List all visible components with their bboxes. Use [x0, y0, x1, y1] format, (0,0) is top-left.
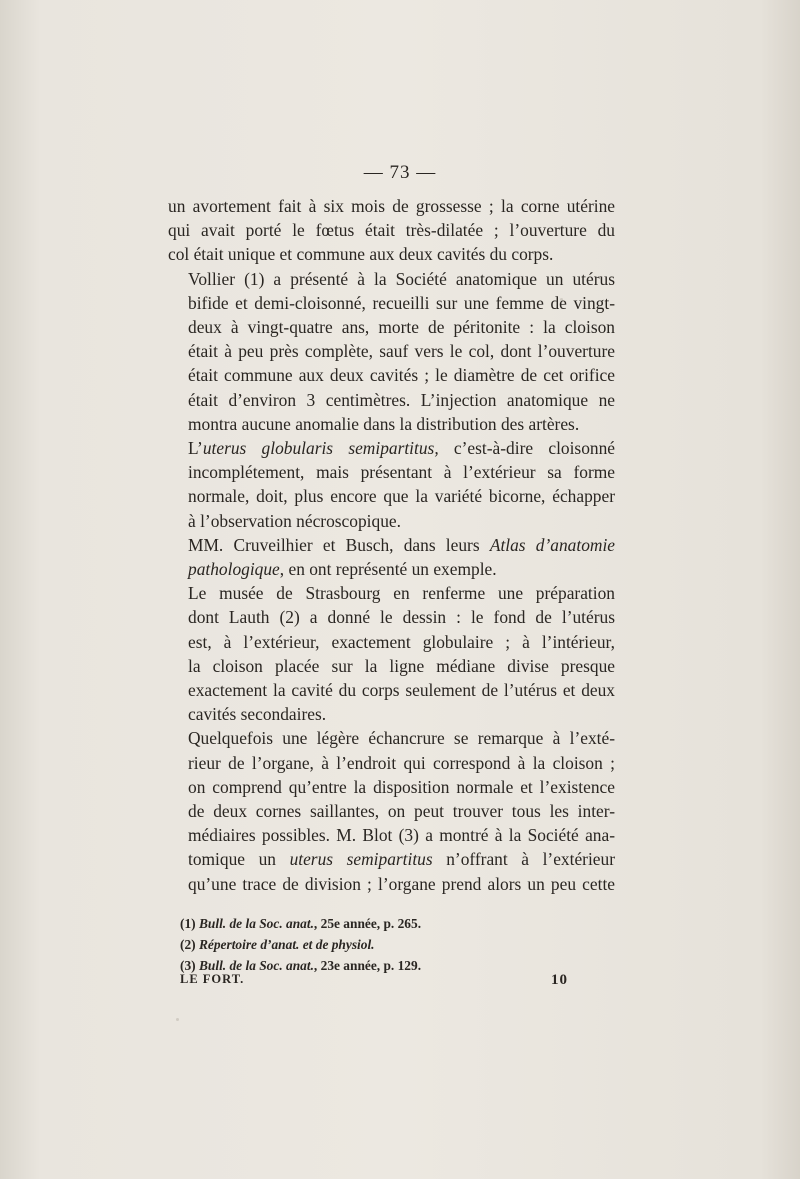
- text-line: qui avait porté le fœtus était très-dilatée ; l’ouverture du: [168, 220, 615, 241]
- footnote-mark: (3): [180, 958, 199, 973]
- footnote-source: Bull. de la Soc. anat.: [198, 916, 314, 931]
- text-line: dont Lauth (2) a donné le dessin : le fond de l’utérus: [188, 607, 615, 628]
- text-line: incomplétement, mais présentant à l’extérieur sa forme: [188, 462, 615, 483]
- text-fragment: c’est-à-dire cloisonné: [438, 438, 615, 459]
- text-line: normale, doit, plus encore que la variété bicorne, échapper: [188, 486, 615, 507]
- text-line: bifide et demi-cloisonné, recueilli sur une femme de vingt-: [188, 292, 615, 313]
- text-line: un avortement fait à six mois de grossesse ; la corne utérine: [168, 196, 615, 216]
- text-line: qu’une trace de division ; l’organe prend alors un peu cette: [188, 873, 615, 894]
- text-line: la cloison placée sur la ligne médiane divise presque: [188, 655, 615, 676]
- italic-term: uterus globularis semipartitus,: [202, 438, 439, 459]
- printer-signature: [180, 972, 568, 989]
- footnote-source: Bull. de la Soc. anat.: [198, 958, 314, 973]
- italic-term: uterus semipartitus: [289, 849, 433, 870]
- sheet-number: 10: [551, 972, 568, 988]
- text-line: médiaires possibles. M. Blot (3) a montré à la Société ana-: [188, 825, 615, 846]
- paragraph-2: [168, 267, 615, 436]
- text-line: rieur de l’organe, à l’endroit qui correspond à la cloison ;: [188, 752, 615, 773]
- text-line: Quelquefois une légère échancrure se remarque à l’exté-: [188, 728, 615, 749]
- page-number: — 73 —: [363, 162, 437, 183]
- text-fragment: MM. Cruveilhier et Busch, dans leurs: [188, 534, 490, 555]
- paragraph-3: [168, 436, 615, 533]
- text-line: [168, 557, 615, 581]
- footnote-source: Répertoire d’anat. et de physiol.: [198, 937, 375, 952]
- text-line: Le musée de Strasbourg en renferme une préparation: [188, 583, 615, 604]
- text-fragment: , en ont représenté un exemple.: [279, 559, 497, 580]
- body-text: [168, 194, 615, 896]
- text-line: [168, 533, 615, 557]
- footnote-mark: (1): [180, 916, 199, 931]
- text-line: [168, 847, 615, 871]
- text-line: était à peu près complète, sauf vers le col, dont l’ouverture: [188, 341, 615, 362]
- signature-author: LE FORT.: [180, 972, 245, 986]
- paragraph-1: [168, 194, 615, 267]
- text-line: montra aucune anomalie dans la distribution des artères.: [188, 413, 580, 434]
- footnote-detail: , 25e année, p. 265.: [313, 916, 422, 931]
- italic-title: Atlas d’anatomie: [489, 534, 616, 555]
- text-line: col était unique et commune aux deux cavités du corps.: [168, 244, 554, 265]
- paragraph-5: [168, 581, 615, 726]
- footnote-detail: , 23e année, p. 129.: [313, 958, 422, 973]
- footnote-mark: (2): [180, 937, 199, 952]
- text-line: on comprend qu’entre la disposition normale et l’existence: [188, 776, 615, 797]
- text-line: Vollier (1) a présenté à la Société anatomique un utérus: [188, 268, 615, 289]
- paragraph-6: [168, 726, 615, 895]
- footnote-2: [180, 934, 620, 955]
- paragraph-4: [168, 533, 615, 581]
- text-line: était commune aux deux cavités ; le diamètre de cet orifice: [188, 365, 615, 386]
- footnotes: [180, 913, 620, 976]
- text-line: était d’environ 3 centimètres. L’injection anatomique ne: [188, 389, 615, 410]
- text-fragment: n’offrant à l’extérieur: [432, 849, 615, 870]
- text-line: exactement la cavité du corps seulement de l’utérus et deux: [188, 680, 615, 701]
- text-line: cavités secondaires.: [188, 704, 327, 725]
- text-line: [168, 436, 615, 460]
- text-line: deux à vingt-quatre ans, morte de péritonite : la cloison: [188, 317, 615, 338]
- italic-title: pathologique: [188, 559, 280, 580]
- text-line: à l’observation nécroscopique.: [188, 510, 401, 531]
- footnote-1: [180, 913, 620, 934]
- text-line: de deux cornes saillantes, on peut trouver tous les inter-: [188, 801, 615, 822]
- text-line: est, à l’extérieur, exactement globulaire ; à l’intérieur,: [188, 631, 615, 652]
- paper-spot: [176, 1018, 179, 1021]
- text-fragment: tomique un: [188, 849, 290, 870]
- text-fragment: L’: [188, 438, 203, 459]
